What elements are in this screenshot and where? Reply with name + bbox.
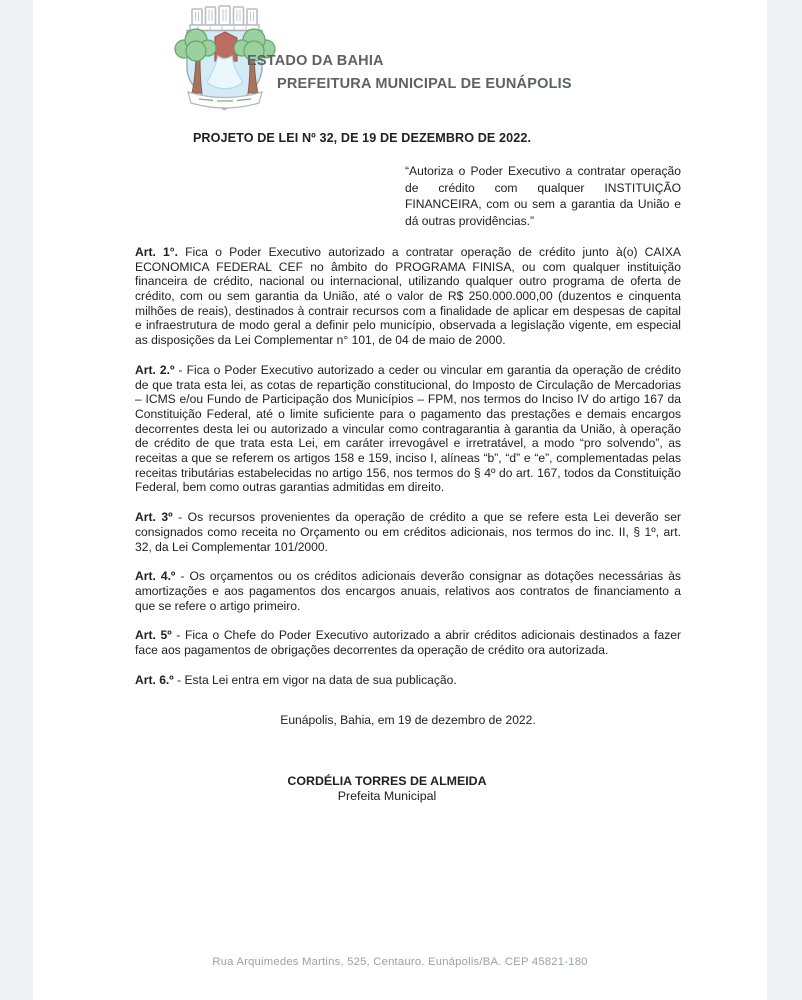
article-4 xyxy=(135,569,681,613)
article-4-label: Art. 4.º xyxy=(135,569,176,584)
article-3-text: - Os recursos provenientes da operação de crédito a que se refere esta Lei deverão ser consignados como receita no Orçamento ou em créditos adicionais, nos termos do inc. II, § 1º, art. 32, da Lei Complementar 101/2000. xyxy=(135,510,681,554)
header-state-line: ESTADO DA BAHIA xyxy=(247,53,384,69)
article-6-text: - Esta Lei entra em vigor na data de sua publicação. xyxy=(177,672,457,687)
law-epigraph: “Autoriza o Poder Executivo a contratar operação de crédito com qualquer INSTITUIÇÃO FINANCEIRA, com ou sem a garantia da União e dá outras providências.” xyxy=(405,163,681,229)
article-3-label: Art. 3º xyxy=(135,510,173,525)
place-date-line: Eunápolis, Bahia, em 19 de dezembro de 2022. xyxy=(280,713,536,728)
signature-block xyxy=(135,774,681,804)
document-body xyxy=(135,131,681,804)
law-title: PROJETO DE LEI Nº 32, DE 19 DE DEZEMBRO DE 2022. xyxy=(192,131,532,145)
article-1 xyxy=(135,245,681,348)
article-2-label: Art. 2.º xyxy=(135,362,175,377)
article-6 xyxy=(135,673,681,688)
article-1-label: Art. 1°. xyxy=(135,244,178,259)
signature-role: Prefeita Municipal xyxy=(337,789,437,804)
header-municipality-line: PREFEITURA MUNICIPAL DE EUNÁPOLIS xyxy=(277,76,572,92)
article-2 xyxy=(135,363,681,495)
article-5-text: - Fica o Chefe do Poder Executivo autorizado a abrir créditos adicionais destinados a fazer face aos pagamentos de obrigações decorrentes da operação de crédito ora autorizada. xyxy=(135,628,681,658)
article-1-text: Fica o Poder Executivo autorizado a contratar operação de crédito junto à(o) CAIXA ECONOMICA FEDERAL CEF no âmbito do PROGRAMA FINISA, ou com qualquer instituição financeira de crédito, nacional ou internacional, utilizando qualquer outro programa de oferta de crédito, com ou sem garantia da União, até o valor de R$ 250.000.000,00 (duzentos e cinquenta milhões de reais), destinados à contrair recursos com a finalidade de aplicar em despesas de capital e infraestrutura de modo geral a definir pelo município, observada a legislação vigente, em especial as disposições da Lei Complementar n° 101, de 04 de maio de 2000. xyxy=(135,244,681,348)
article-6-label: Art. 6.º xyxy=(135,672,174,687)
article-3 xyxy=(135,510,681,554)
signature-name: CORDÉLIA TORRES DE ALMEIDA xyxy=(287,774,487,789)
document-page xyxy=(33,0,767,1000)
article-5-label: Art. 5º xyxy=(135,628,172,643)
article-5 xyxy=(135,628,681,657)
article-2-text: - Fica o Poder Executivo autorizado a ceder ou vincular em garantia da operação de crédito de que trata esta lei, as cotas de repartição constitucional, do Imposto de Circulação de Mercadorias – ICMS e/ou Fundo de Participação dos Municípios – FPM, nos termos do Inciso IV do artigo 167 da Constituição Federal, até o limite suficiente para o pagamento das prestações e demais encargos decorrentes desta lei ou autorizado a vincular como contragarantia à garantia da União, à operação de crédito de que trata esta Lei, em caráter irrevogável e irretratável, a modo “pro solvendo”, as receitas a que se referem os artigos 158 e 159, inciso I, alíneas “b”, “d” e “e”, complementadas pelas receitas tributárias estabelecidas no artigo 156, nos termos do § 4º do art. 167, todos da Constituição Federal, bem como outras garantias admitidas em direito. xyxy=(135,362,681,495)
article-4-text: - Os orçamentos ou os créditos adicionais deverão consignar as dotações necessárias às amortizações e aos pagamentos dos encargos anuais, relativos aos contratos de financiamento a que se refere o artigo primeiro. xyxy=(135,569,681,613)
footer-address: Rua Arquimedes Martins, 525, Centauro. Eunápolis/BA. CEP 45821-180 xyxy=(212,956,588,968)
